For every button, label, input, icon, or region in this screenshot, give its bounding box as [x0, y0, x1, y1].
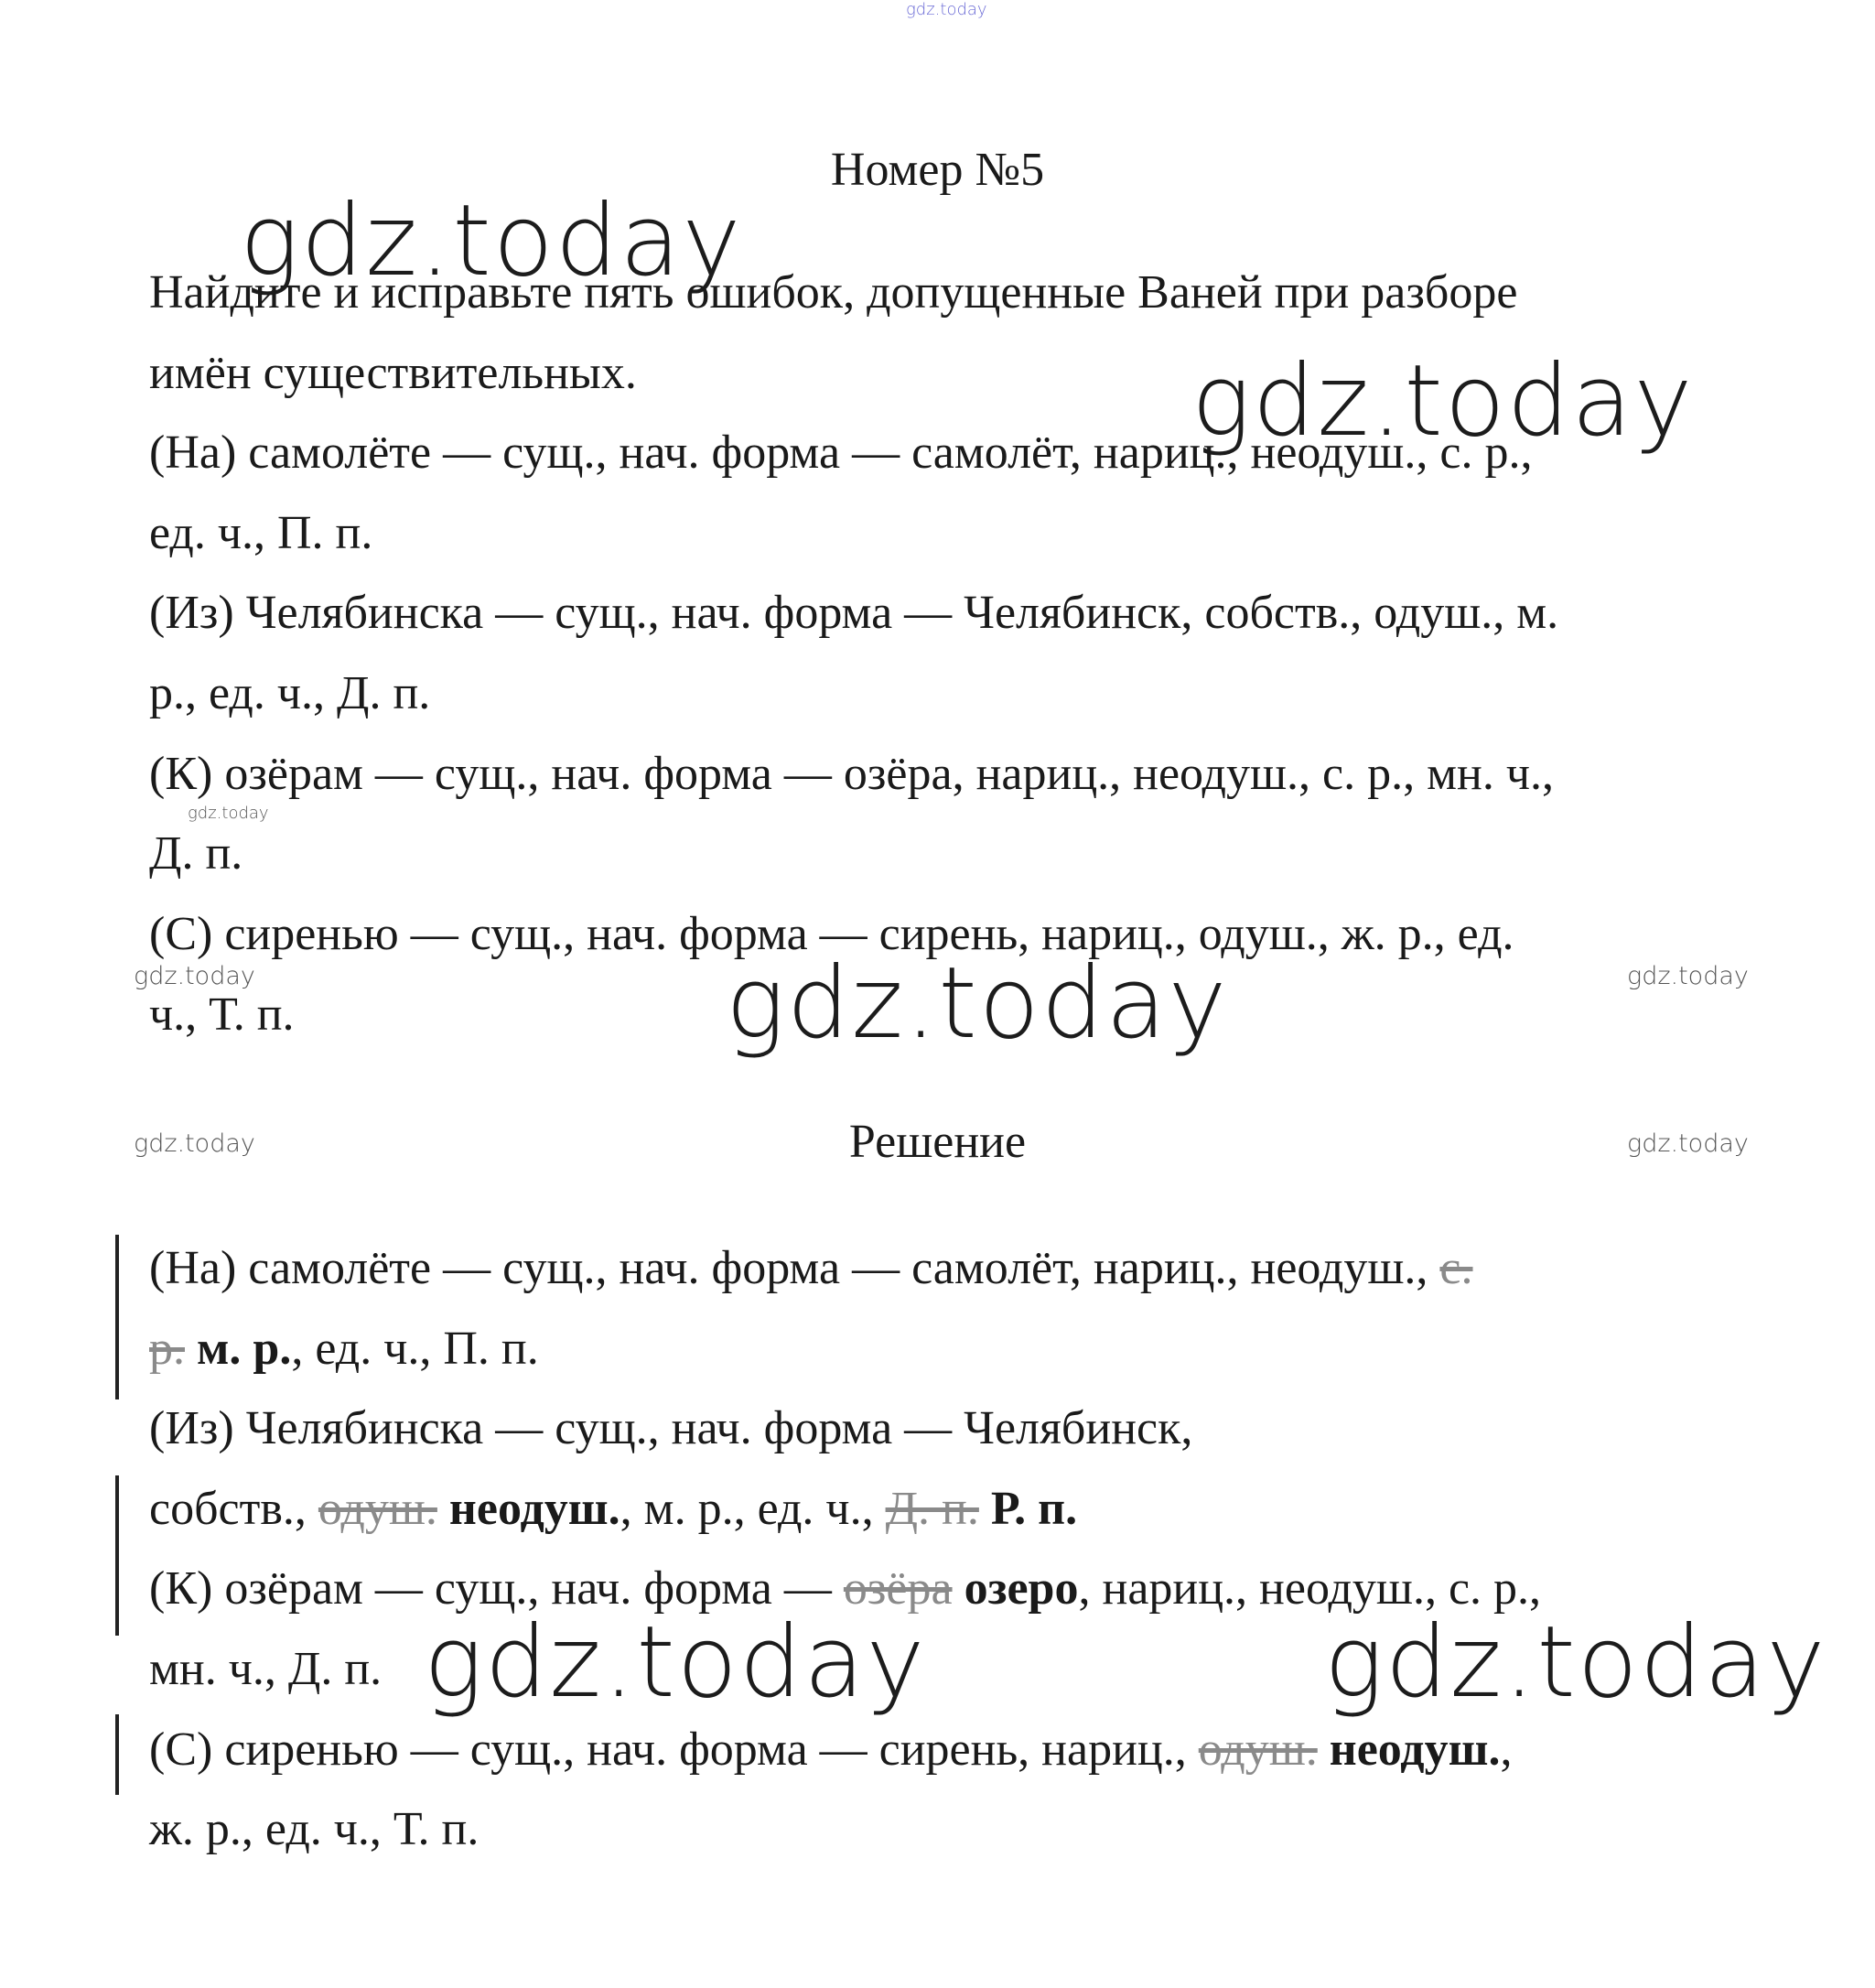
- task-line: (Из) Челябинска — сущ., нач. форма — Челябинск, собств., одуш., м.: [149, 587, 1559, 639]
- watermark-tiny: gdz.today: [188, 804, 269, 823]
- task-line: р., ед. ч., Д. п.: [149, 667, 431, 719]
- task-line: (На) самолёте — сущ., нач. форма — самолёт, нариц., неодуш., с. р.,: [149, 427, 1533, 479]
- solution-line: (С) сиренью — сущ., нач. форма — сирень, нариц., одуш. неодуш.,: [149, 1723, 1513, 1776]
- watermark-top: gdz.today: [906, 0, 987, 19]
- correction-bar: [115, 1714, 119, 1795]
- solution-line: собств., одуш. неодуш., м. р., ед. ч., Д. п. Р. п.: [149, 1483, 1078, 1535]
- task-line: Д. п.: [149, 827, 243, 880]
- correction-bar: [115, 1475, 119, 1636]
- watermark-small: gdz.today: [134, 1129, 255, 1158]
- watermark-large: gdz.today: [1324, 1605, 1827, 1720]
- task-line: (К) озёрам — сущ., нач. форма — озёра, нариц., неодуш., с. р., мн. ч.,: [149, 748, 1555, 800]
- watermark-small: gdz.today: [134, 962, 255, 990]
- task-line: ч., Т. п.: [149, 989, 295, 1041]
- watermark-small: gdz.today: [1627, 962, 1749, 990]
- solution-line: (На) самолёте — сущ., нач. форма — самолёт, нариц., неодуш., с.: [149, 1242, 1473, 1294]
- solution-line: р. м. р., ед. ч., П. п.: [149, 1323, 539, 1375]
- watermark-small: gdz.today: [1627, 1129, 1749, 1158]
- correction-bar: [115, 1235, 119, 1399]
- watermark-large: gdz.today: [726, 946, 1229, 1061]
- watermark-large: gdz.today: [240, 184, 743, 298]
- solution-line: (Из) Челябинска — сущ., нач. форма — Челябинск,: [149, 1402, 1193, 1454]
- task-line: ед. ч., П. п.: [149, 507, 373, 559]
- watermark-large: gdz.today: [1191, 344, 1695, 459]
- task-line: Найдите и исправьте пять ошибок, допущенные Ваней при разборе: [149, 266, 1518, 319]
- solution-line: мн. ч., Д. п.: [149, 1643, 383, 1695]
- task-line: имён существительных.: [149, 347, 637, 399]
- task-line: (С) сиренью — сущ., нач. форма — сирень, нариц., одуш., ж. р., ед.: [149, 908, 1514, 960]
- watermark-large: gdz.today: [424, 1605, 927, 1720]
- solution-line: ж. р., ед. ч., Т. п.: [149, 1803, 480, 1855]
- page-title: Номер №5: [830, 144, 1045, 196]
- solution-title: Решение: [848, 1116, 1027, 1168]
- solution-line: (К) озёрам — сущ., нач. форма — озёра озеро, нариц., неодуш., с. р.,: [149, 1562, 1542, 1615]
